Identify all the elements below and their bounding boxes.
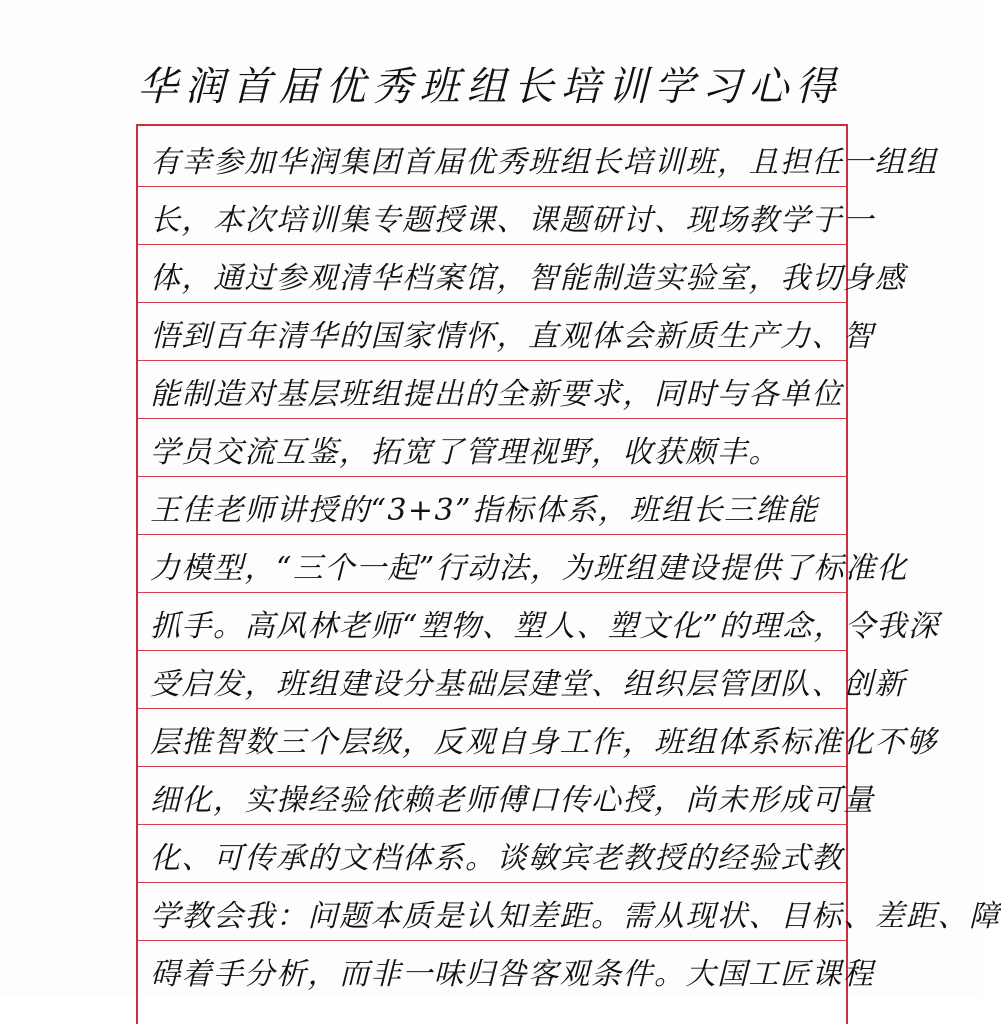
ruled-line	[138, 766, 846, 767]
ruled-line	[138, 302, 846, 303]
text-line: 悟到百年清华的国家情怀，直观体会新质生产力、智	[150, 319, 875, 354]
text-line: 层推智数三个层级，反观自身工作，班组体系标准化不够	[150, 725, 938, 760]
text-line: 学教会我：问题本质是认知差距。需从现状、目标、差距、障	[150, 899, 1001, 934]
text-line: 碍着手分析，而非一味归咎客观条件。大国工匠课程	[150, 957, 875, 992]
ruled-line	[138, 824, 846, 825]
ruled-line	[138, 592, 846, 593]
ruled-line	[138, 244, 846, 245]
ruled-line	[138, 650, 846, 651]
ruled-line	[138, 534, 846, 535]
text-line: 学员交流互鉴，拓宽了管理视野，收获颇丰。	[150, 435, 780, 470]
ruled-line	[138, 360, 846, 361]
ruled-line	[138, 476, 846, 477]
lined-writing-sheet	[136, 124, 1001, 1024]
text-line: 细化，实操经验依赖老师傅口传心授，尚未形成可量	[150, 783, 875, 818]
ruled-line	[138, 708, 846, 709]
text-line: 王佳老师讲授的“3+3”指标体系，班组长三维能	[150, 493, 819, 528]
document-title: 华润首届优秀班组长培训学习心得	[137, 64, 843, 110]
text-line: 有幸参加华润集团首届优秀班组长培训班，且担任一组组	[150, 145, 938, 180]
ruled-line	[138, 186, 846, 187]
text-line: 力模型，“三个一起”行动法，为班组建设提供了标准化	[150, 551, 909, 586]
ruled-line	[138, 418, 846, 419]
text-line: 抓手。高风林老师“塑物、塑人、塑文化”的理念，令我深	[150, 609, 940, 644]
text-line: 长，本次培训集专题授课、课题研讨、现场教学于一	[150, 203, 875, 238]
text-line: 受启发，班组建设分基础层建堂、组织层管团队、创新	[150, 667, 906, 702]
text-line: 化、可传承的文档体系。谈敏宾老教授的经验式教	[150, 841, 843, 876]
ruled-line	[138, 940, 846, 941]
text-line: 体，通过参观清华档案馆，智能制造实验室，我切身感	[150, 261, 906, 296]
ruled-line	[138, 882, 846, 883]
text-line: 能制造对基层班组提出的全新要求，同时与各单位	[150, 377, 843, 412]
